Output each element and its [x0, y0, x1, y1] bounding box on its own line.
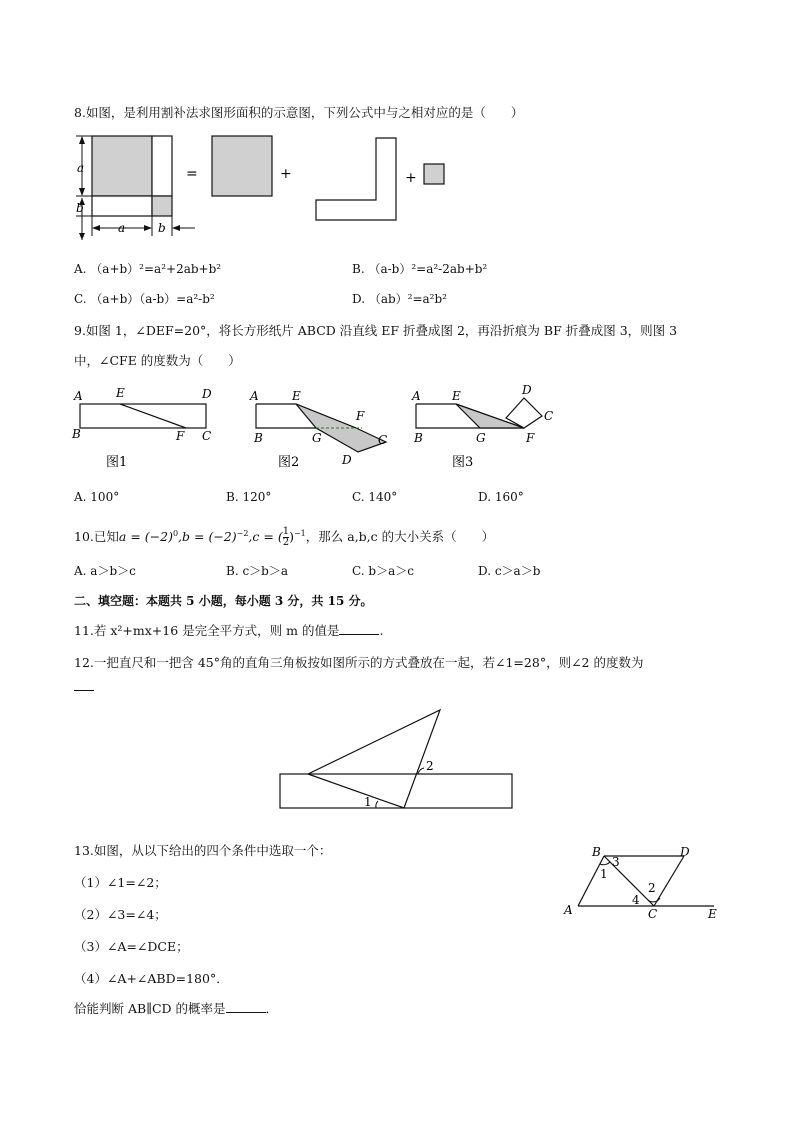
q13-final-pre: 恰能判断 AB∥CD 的概率是	[74, 1001, 226, 1016]
q8-equals: =	[186, 166, 198, 182]
q9-fig3-label-e: E	[452, 389, 461, 403]
q12-answer-blank[interactable]	[74, 690, 94, 691]
q10-frac-num: 1	[282, 526, 290, 538]
q9-fig3-caption: 图3	[452, 455, 474, 470]
q8-stem: 8.如图，是利用割补法求图形面积的示意图，下列公式中与之相对应的是（ ）	[74, 105, 524, 120]
q9-fig2-label-c: C	[378, 433, 388, 447]
q10-option-d[interactable]: D. c＞a＞b	[478, 564, 541, 578]
q13-label-2: 2	[648, 881, 656, 895]
q9-fig2-caption: 图2	[278, 455, 300, 470]
q13-label-3: 3	[612, 855, 620, 869]
q13-label-c: C	[648, 907, 658, 921]
q13-answer-blank[interactable]	[226, 1000, 266, 1013]
q10-frac-den: 2	[282, 537, 290, 549]
q8-label-b-horiz: b	[158, 221, 166, 235]
q9-fig1-caption: 图1	[106, 455, 128, 470]
q10-c-exp: −1	[293, 529, 306, 538]
q8-big-square	[92, 136, 152, 196]
q9-fig2-label-g: G	[312, 431, 322, 445]
q8-square-b	[424, 164, 444, 184]
q12-stem: 12.一把直尺和一把含 45°角的直角三角板按如图所示的方式叠放在一起，若∠1=28°，则∠2 的度数为	[74, 655, 644, 670]
q9-fig1-label-d: D	[202, 387, 212, 401]
q8-label-b-vert: b	[76, 201, 84, 215]
q9-fig3-label-b: B	[414, 431, 423, 445]
q9-fig1-rect	[80, 404, 206, 428]
q13-label-d: D	[680, 845, 690, 859]
q9-fig1-label-b: B	[72, 427, 81, 441]
q10-b-expr: ,b = (−2)	[178, 529, 237, 545]
q9-fig3-label-f: F	[526, 431, 535, 445]
q11-pre: 11.若 x²+mx+16 是完全平方式，则 m 的值是	[74, 623, 340, 638]
q9-fig2-label-f: F	[356, 409, 365, 423]
q9-option-c[interactable]: C. 140°	[352, 490, 398, 504]
q10-option-c[interactable]: C. b＞a＞c	[352, 564, 414, 578]
q9-fig1-label-e: E	[116, 386, 125, 400]
q12-ruler	[280, 774, 512, 808]
q13-stem: 13.如图，从以下给出的四个条件中选取一个：	[74, 843, 332, 858]
q8-option-a[interactable]: A. （a+b）²=a²+2ab+b²	[74, 262, 222, 276]
q13-label-a: A	[564, 903, 573, 917]
q13-label-b: B	[592, 845, 601, 859]
q9-fig1-label-f: F	[176, 429, 185, 443]
q9-fig3-label-g: G	[476, 431, 486, 445]
q9-fig1-label-c: C	[202, 429, 212, 443]
q9-option-a[interactable]: A. 100°	[74, 490, 120, 504]
q8-right-strip	[152, 136, 172, 196]
q9-stem-line2: 中，∠CFE 的度数为（ ）	[74, 353, 241, 368]
q13-final	[74, 1000, 278, 1018]
q8-option-c[interactable]: C. （a+b）（a-b）=a²-b²	[74, 292, 215, 306]
q13-condition-3: （3）∠A=∠DCE；	[74, 939, 189, 954]
q11-answer-blank[interactable]	[339, 622, 379, 635]
q13-condition-2: （2）∠3=∠4；	[74, 907, 167, 922]
q10-b-exp: −2	[236, 529, 249, 538]
q10-option-b[interactable]: B. c＞b＞a	[226, 564, 289, 578]
q9-fig2-label-a: A	[250, 389, 259, 403]
q13-label-e: E	[708, 907, 717, 921]
q8-square-a	[212, 136, 272, 196]
q10-suffix: ，那么 a,b,c 的大小关系（ ）	[305, 529, 495, 545]
q13-label-4: 4	[632, 893, 640, 907]
q10-a-exp: 0	[172, 529, 179, 538]
q8-label-a-horiz: a	[118, 221, 126, 235]
q12-figure	[278, 708, 518, 812]
q8-plus-1: +	[280, 166, 292, 182]
q9-option-b[interactable]: B. 120°	[226, 490, 272, 504]
q10-stem	[74, 522, 494, 549]
q8-figure	[70, 132, 460, 247]
q13-condition-4: （4）∠A+∠ABD=180°．	[74, 971, 229, 986]
q10-c-expr: ,c = (	[248, 529, 283, 545]
q13-figure	[560, 842, 730, 922]
q10-a-expr: a = (−2)	[118, 529, 173, 545]
q8-small-square	[152, 196, 172, 216]
q8-l-shape	[316, 138, 396, 220]
q8-option-b[interactable]: B. （a-b）²=a²-2ab+b²	[352, 262, 488, 276]
q10-prefix: 10.已知	[74, 529, 119, 545]
q8-plus-2: +	[405, 170, 417, 186]
q9-fig2-label-b: B	[254, 431, 263, 445]
q9-fig1-label-a: A	[74, 389, 83, 403]
q9-fig2-label-e: E	[292, 389, 301, 403]
section-2-title: 二、填空题：本题共 5 小题，每小题 3 分，共 15 分。	[74, 594, 373, 608]
q13-condition-1: （1）∠1=∠2；	[74, 875, 167, 890]
q11-post: .	[379, 623, 384, 638]
q13-final-post: ．	[265, 1001, 279, 1016]
q9-option-d[interactable]: D. 160°	[478, 490, 524, 504]
q10-option-a[interactable]: A. a＞b＞c	[74, 564, 136, 578]
q8-bottom-strip	[92, 196, 152, 216]
q9-figures	[70, 380, 570, 475]
q10-c-close: )	[289, 529, 294, 545]
q9-fig3-label-c: C	[544, 409, 554, 423]
q13-label-1: 1	[600, 867, 608, 881]
q9-stem-line1: 9.如图 1，∠DEF=20°，将长方形纸片 ABCD 沿直线 EF 折叠成图 2，再沿折痕为 BF 折叠成图 3，则图 3	[74, 323, 678, 338]
q8-option-d[interactable]: D. （ab）²=a²b²	[352, 292, 447, 306]
q12-label-1: 1	[364, 795, 372, 809]
q9-fig2-label-d: D	[342, 453, 352, 467]
q11-stem	[74, 622, 383, 640]
q8-label-a-vert: a	[77, 161, 85, 175]
q9-fig3-label-a: A	[412, 389, 421, 403]
q9-fig3-label-d: D	[522, 383, 532, 397]
q12-label-2: 2	[426, 759, 434, 773]
